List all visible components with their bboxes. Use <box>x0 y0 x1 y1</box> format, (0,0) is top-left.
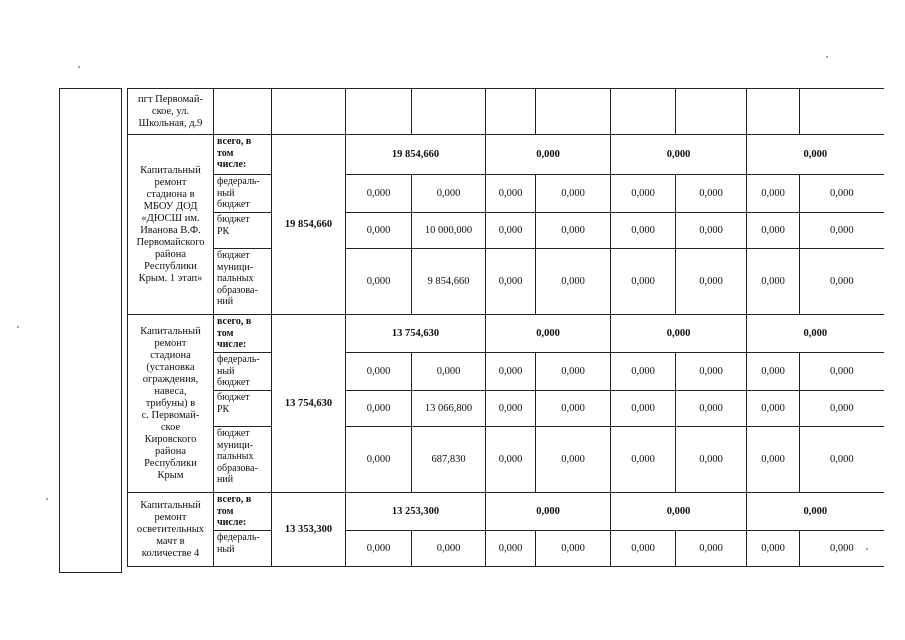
value-cell: 0,000 <box>536 391 611 427</box>
category-line: РК <box>217 403 230 415</box>
value-cell: 0,000 <box>800 353 884 391</box>
value-cell: 0,000 <box>486 175 536 213</box>
value-cell: 0,000 <box>611 353 676 391</box>
category-line: образова- <box>217 462 258 474</box>
object-name-line: Капитальный <box>140 499 201 511</box>
value-cell: 0,000 <box>611 175 676 213</box>
empty-cell <box>214 89 272 135</box>
value-cell: 0,000 <box>611 213 676 249</box>
empty-cell <box>536 89 611 135</box>
value-cell: 0,000 <box>412 175 486 213</box>
value-cell: 0,000 <box>536 213 611 249</box>
category-line: ний <box>217 296 234 307</box>
value-cell: 0,000 <box>486 249 536 315</box>
category-line: федераль- <box>217 176 260 187</box>
category-line: бюджет <box>217 250 250 261</box>
category-cell <box>214 427 272 493</box>
object-name-line: пгт Первомай- <box>138 93 203 105</box>
value-cell: 0,000 <box>676 213 747 249</box>
value-cell: 0,000 <box>747 391 800 427</box>
category-cell <box>214 213 272 249</box>
value-cell: 0,000 <box>412 353 486 391</box>
year-sum-cell: 0,000 <box>611 315 747 353</box>
year-sum-cell: 0,000 <box>486 315 611 353</box>
value-cell: 0,000 <box>346 175 412 213</box>
value-cell: 0,000 <box>486 531 536 567</box>
table-row <box>128 391 884 427</box>
category-cell <box>214 493 272 531</box>
object-name-line: Школьная, д.9 <box>138 117 203 129</box>
object-name-line: Капитальный <box>140 325 201 337</box>
value-cell: 0,000 <box>676 531 747 567</box>
object-name-line: ское <box>160 421 181 433</box>
table-row <box>128 427 884 493</box>
table-row <box>128 175 884 213</box>
year-sum-cell: 0,000 <box>611 135 747 175</box>
table-row <box>128 213 884 249</box>
object-name-line: осветительных <box>136 523 205 535</box>
year-sum-cell: 0,000 <box>747 315 884 353</box>
value-cell: 0,000 <box>747 213 800 249</box>
value-cell: 0,000 <box>486 213 536 249</box>
value-cell: 0,000 <box>536 353 611 391</box>
object-name-line: района <box>154 445 187 457</box>
value-cell: 0,000 <box>536 531 611 567</box>
object-name-line: ремонт <box>154 176 187 188</box>
object-name-line: Крым. 1 этап» <box>138 272 203 284</box>
empty-cell <box>272 89 346 135</box>
value-cell: 10 000,000 <box>412 213 486 249</box>
category-line: числе: <box>217 517 247 528</box>
empty-cell <box>486 89 536 135</box>
category-line: муници- <box>217 439 254 451</box>
empty-cell <box>611 89 676 135</box>
empty-cell <box>747 89 800 135</box>
object-name-line: Крым <box>157 469 184 481</box>
object-name-line: с. Первомай- <box>141 409 200 421</box>
value-cell: 0,000 <box>800 175 884 213</box>
value-cell: 0,000 <box>747 531 800 567</box>
value-cell: 0,000 <box>747 427 800 493</box>
object-name-line: стадиона <box>150 349 191 361</box>
empty-cell <box>676 89 747 135</box>
object-name-line: трибуны) в <box>145 397 196 409</box>
value-cell: 0,000 <box>536 175 611 213</box>
object-cell <box>128 493 214 567</box>
total-cell: 13 353,300 <box>272 493 346 567</box>
value-cell: 0,000 <box>536 427 611 493</box>
object-cell <box>128 135 214 315</box>
object-name-line: Кировского <box>144 433 197 445</box>
scan-speck <box>46 498 48 500</box>
object-name-line: МБОУ ДОД <box>143 200 198 212</box>
value-cell: 0,000 <box>412 531 486 567</box>
category-line: пальных <box>217 451 254 462</box>
category-cell <box>214 391 272 427</box>
value-cell: 0,000 <box>800 531 884 567</box>
object-name-line: Иванова В.Ф. <box>140 224 201 236</box>
table-row <box>128 531 884 567</box>
table-body <box>128 89 884 567</box>
value-cell: 0,000 <box>611 427 676 493</box>
category-cell <box>214 531 272 567</box>
table-row <box>128 249 884 315</box>
year-sum-cell: 19 854,660 <box>346 135 486 175</box>
value-cell: 0,000 <box>486 391 536 427</box>
object-name-line: Республики <box>144 260 197 272</box>
table-row <box>128 493 884 531</box>
value-cell: 0,000 <box>747 175 800 213</box>
table-row <box>128 89 884 135</box>
object-name-line: стадиона в <box>146 188 195 200</box>
value-cell: 0,000 <box>800 213 884 249</box>
category-line: бюджет <box>217 428 250 439</box>
value-cell: 0,000 <box>676 391 747 427</box>
object-name-line: ремонт <box>154 337 187 349</box>
scan-speck <box>866 548 868 550</box>
category-line: всего, в <box>217 316 252 327</box>
category-line: федераль- <box>217 354 260 365</box>
empty-cell <box>800 89 884 135</box>
budget-table <box>127 88 884 567</box>
value-cell: 0,000 <box>800 249 884 315</box>
value-cell: 0,000 <box>486 427 536 493</box>
category-line: числе: <box>217 159 247 170</box>
value-cell: 13 066,800 <box>412 391 486 427</box>
table-row <box>128 315 884 353</box>
category-line: бюджет <box>217 377 250 388</box>
value-cell: 9 854,660 <box>412 249 486 315</box>
scan-speck <box>17 326 19 328</box>
object-name-line: мачт в <box>156 535 185 547</box>
category-line: том <box>217 505 234 517</box>
category-line: федераль- <box>217 532 260 543</box>
value-cell: 0,000 <box>346 353 412 391</box>
category-line: всего, в <box>217 494 252 505</box>
category-cell <box>214 353 272 391</box>
category-line: ний <box>217 474 234 485</box>
object-name-line: количестве 4 <box>141 547 200 559</box>
table-row <box>128 353 884 391</box>
category-line: РК <box>217 225 230 237</box>
year-sum-cell: 13 754,630 <box>346 315 486 353</box>
value-cell: 0,000 <box>346 531 412 567</box>
empty-cell <box>346 89 412 135</box>
value-cell: 687,830 <box>412 427 486 493</box>
object-name-line: Республики <box>144 457 197 469</box>
year-sum-cell: 0,000 <box>611 493 747 531</box>
value-cell: 0,000 <box>676 427 747 493</box>
category-line: пальных <box>217 273 254 284</box>
category-line: числе: <box>217 339 247 350</box>
object-cell <box>128 89 214 135</box>
object-name-line: (установка <box>146 361 195 373</box>
category-cell <box>214 135 272 175</box>
category-line: ный <box>217 187 235 199</box>
value-cell: 0,000 <box>346 249 412 315</box>
category-cell <box>214 315 272 353</box>
total-cell: 13 754,630 <box>272 315 346 493</box>
value-cell: 0,000 <box>676 249 747 315</box>
value-cell: 0,000 <box>486 353 536 391</box>
value-cell: 0,000 <box>747 353 800 391</box>
category-line: ный <box>217 365 235 377</box>
object-name-line: ское, ул. <box>151 105 190 117</box>
value-cell: 0,000 <box>611 249 676 315</box>
value-cell: 0,000 <box>346 391 412 427</box>
year-sum-cell: 0,000 <box>747 493 884 531</box>
category-line: том <box>217 327 234 339</box>
category-line: бюджет <box>217 392 250 403</box>
object-name-line: Первомайского <box>136 236 205 248</box>
category-line: муници- <box>217 261 254 273</box>
empty-cell <box>412 89 486 135</box>
value-cell: 0,000 <box>346 213 412 249</box>
value-cell: 0,000 <box>676 175 747 213</box>
object-name-line: ограждения, <box>142 373 199 385</box>
value-cell: 0,000 <box>676 353 747 391</box>
value-cell: 0,000 <box>611 531 676 567</box>
total-cell: 19 854,660 <box>272 135 346 315</box>
object-name-line: района <box>154 248 187 260</box>
category-line: ный <box>217 543 235 555</box>
category-line: том <box>217 147 234 159</box>
value-cell: 0,000 <box>346 427 412 493</box>
year-sum-cell: 0,000 <box>486 493 611 531</box>
category-line: бюджет <box>217 199 250 210</box>
year-sum-cell: 13 253,300 <box>346 493 486 531</box>
object-name-line: ремонт <box>154 511 187 523</box>
value-cell: 0,000 <box>747 249 800 315</box>
left-margin-box <box>59 88 122 573</box>
object-name-line: «ДЮСШ им. <box>141 212 200 224</box>
category-line: всего, в <box>217 136 252 147</box>
value-cell: 0,000 <box>611 391 676 427</box>
scan-speck <box>826 56 828 58</box>
table-row <box>128 135 884 175</box>
value-cell: 0,000 <box>800 391 884 427</box>
category-line: образова- <box>217 284 258 296</box>
object-name-line: Капитальный <box>140 164 201 176</box>
category-line: бюджет <box>217 214 250 225</box>
year-sum-cell: 0,000 <box>747 135 884 175</box>
value-cell: 0,000 <box>800 427 884 493</box>
year-sum-cell: 0,000 <box>486 135 611 175</box>
scan-speck <box>78 66 80 68</box>
value-cell: 0,000 <box>536 249 611 315</box>
category-cell <box>214 175 272 213</box>
object-name-line: навеса, <box>154 385 187 397</box>
object-cell <box>128 315 214 493</box>
category-cell <box>214 249 272 315</box>
